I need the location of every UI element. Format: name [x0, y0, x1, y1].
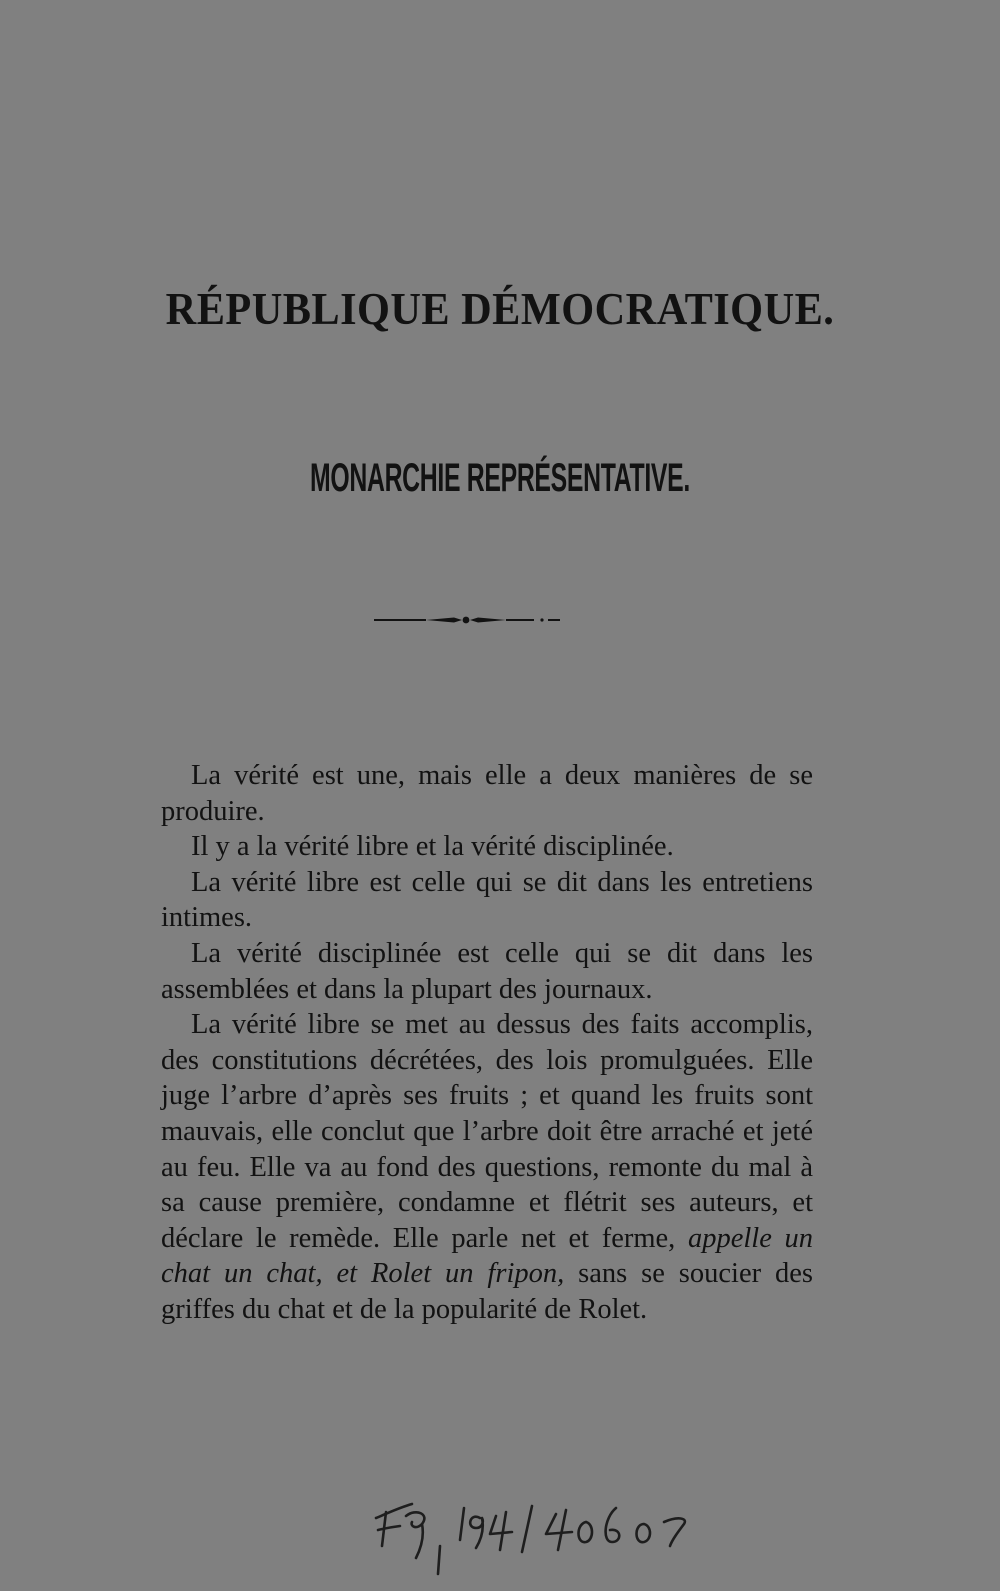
- paragraph: La vérité est une, mais elle a deux manières de se produire.: [161, 760, 813, 827]
- paragraph-text: La vérité libre se met au dessus des faits accomplis, des constitutions décrétées, des lois promulguées. Elle juge l’arbre d’après ses fruits ; et quand les fruits sont mauvais, elle conclut que l’arbre doit être arraché et jeté au feu. Elle va au fond des questions, remonte du mal à sa cause première, condamne et flétrit ses auteurs, et déclare le remède. Elle parle net et ferme,: [161, 1009, 813, 1254]
- decorative-rule-ornament: [374, 614, 566, 626]
- body-text: [161, 758, 813, 1328]
- handwritten-call-number: [372, 1494, 722, 1576]
- italic-quote: appelle un chat un chat, et Rolet un fripon,: [161, 1222, 814, 1290]
- paragraph: La vérité disciplinée est celle qui se dit dans les assemblées et dans la plupart des journaux.: [161, 937, 813, 1005]
- page-title: RÉPUBLIQUE DÉMOCRATIQUE.: [165, 283, 835, 334]
- paragraph-last: [161, 1007, 813, 1327]
- paragraph-text: sans se soucier des griffes du chat et de la popularité de Rolet.: [161, 1258, 813, 1325]
- page-subtitle: MONARCHIE REPRÉSENTATIVE.: [310, 456, 690, 500]
- paragraph: La vérité libre est celle qui se dit dans les entretiens intimes.: [161, 866, 813, 934]
- paragraph: Il y a la vérité libre et la vérité disciplinée.: [191, 831, 674, 863]
